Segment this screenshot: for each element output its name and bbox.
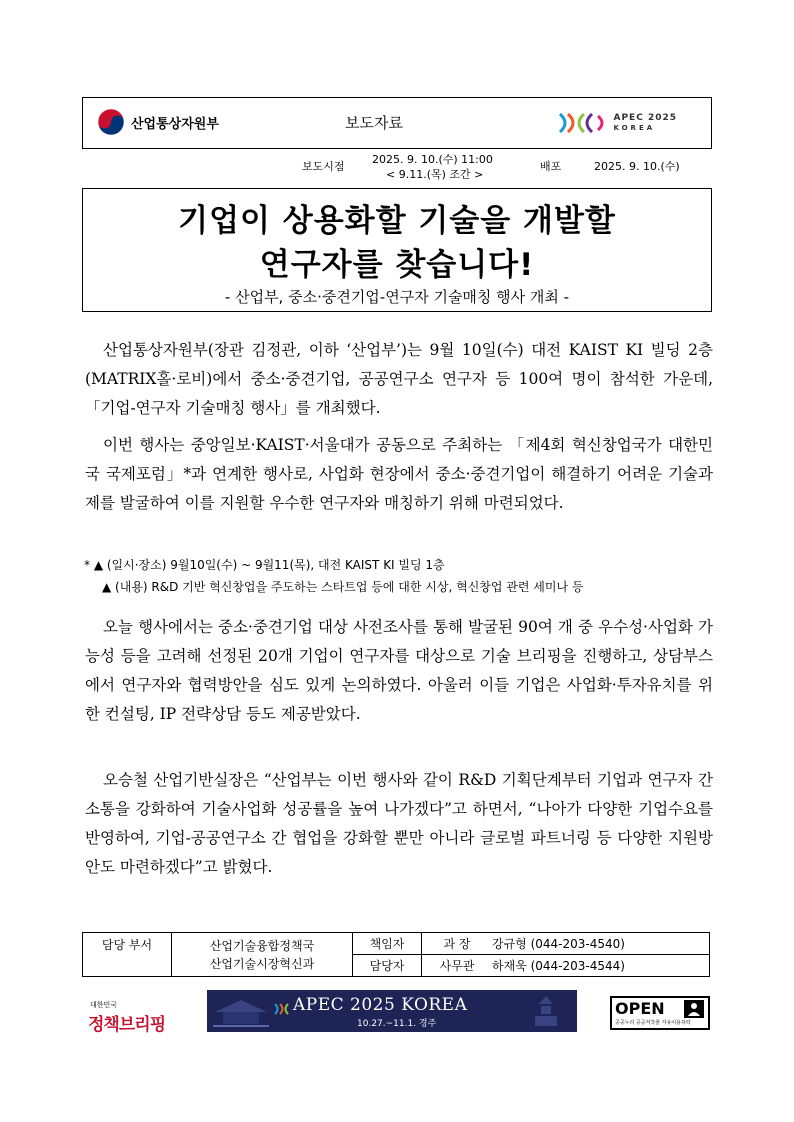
open-logo-text: OPEN: [615, 999, 665, 1018]
open-logo-caption: 공공누리 공공저작물 자유이용허락: [615, 1020, 691, 1026]
dept-cell: [172, 933, 353, 977]
dept-name-2: 산업기술시장혁신과: [209, 956, 315, 971]
briefing-logo-text: 정책브리핑: [88, 1015, 166, 1035]
pagoda-illustration-icon: [521, 994, 571, 1028]
release-time-label: 보도시점: [302, 160, 345, 173]
apec-logo-text: APEC 2025: [613, 113, 677, 123]
body-paragraph-3: 오늘 행사에서는 중소·중견기업 대상 사전조사를 통해 발굴된 90여 개 중 우수성·사업화 가능성 등을 고려해 선정된 20개 기업이 연구자를 대상으로 기술 브리핑을 진행하고, 상담부스에서 연구자와 협력방안을 심도 있게 논의하였다. 아울러 이들 기업은 사업화·투자유치를 위한 컨설팅, IP 전략상담 등도 제공받았다.: [85, 618, 713, 723]
policy-briefing-logo: [88, 1000, 165, 1035]
dept-name-1: 산업기술융합정책국: [209, 938, 315, 953]
hanok-illustration-icon: [213, 994, 269, 1028]
distribution-label: 배포: [540, 160, 562, 173]
dept-label-cell: 담당 부서: [83, 933, 172, 977]
ministry-name: 산업통상자원부: [131, 116, 219, 132]
doc-type-label: 보도자료: [345, 114, 403, 132]
body-paragraph-4: 오승철 산업기반실장은 “산업부는 이번 행사와 같이 R&D 기획단계부터 기업과 연구자 간 소통을 강화하여 기술사업화 성공률을 높여 나가겠다”고 하면서, “나아가 다양한 기업수요를 반영하여, 기업-공공연구소 간 협업을 강화할 뿐만 아니라 글로벌 파트너링 등 다양한 지원방안도 마련하겠다”고 밝혔다.: [85, 771, 713, 876]
person-cell-2: 하재욱 (044-203-4544): [492, 955, 710, 977]
apec-emblem-icon: [556, 110, 608, 136]
release-time-morning: < 9.11.(목) 조간 >: [386, 168, 484, 181]
distribution-value: 2025. 9. 10.(수): [594, 160, 680, 173]
apec-emblem-small-icon: [273, 1002, 291, 1016]
body-paragraph-1: 산업통상자원부(장관 김정관, 이하 ‘산업부’)는 9월 10일(수) 대전 KAIST KI 빌딩 2층(MATRIX홀·로비)에서 중소·중견기업, 공공연구소 연구자 등 100여 명이 참석한 가운데, 「기업-연구자 기술매칭 행사」를 개최했다.: [85, 341, 713, 417]
headline-line-2: 연구자를 찾습니다!: [259, 247, 535, 283]
apec-logo-subtext: KOREA: [613, 124, 656, 132]
press-header: [82, 97, 712, 149]
headline-line-1: 기업이 상용화할 기술을 개발할: [178, 203, 616, 239]
contact-table: [82, 932, 710, 977]
briefing-logo-small: 대한민국: [90, 1001, 118, 1009]
banner-dates: 10.27.~11.1. 경주: [357, 1019, 437, 1029]
person-cell-1: 강규형 (044-203-4540): [492, 933, 710, 955]
footnote-line-1: * ▲ (일시·장소) 9월10일(수) ~ 9월11(목), 대전 KAIST KI 빌딩 1층: [84, 558, 445, 572]
release-time-value: 2025. 9. 10.(수) 11:00: [372, 153, 493, 166]
rank-cell-1: 과 장: [422, 933, 493, 955]
apec-banner: [207, 990, 577, 1032]
body-paragraph-2: 이번 행사는 중앙일보·KAIST·서울대가 공동으로 주최하는 「제4회 혁신창업국가 대한민국 국제포럼」*과 연계한 행사로, 사업화 현장에서 중소·중견기업이 해결하기 어려운 기술과제를 발굴하여 이를 지원할 우수한 연구자와 매칭하기 위해 마련되었다.: [85, 436, 713, 512]
taegeuk-emblem-icon: [97, 108, 125, 136]
footnote-line-2: ▲ (내용) R&D 기반 혁신창업을 주도하는 스타트업 등에 대한 시상, 혁신창업 관련 세미나 등: [102, 580, 584, 594]
subheadline: - 산업부, 중소·중견기업-연구자 기술매칭 행사 개최 -: [224, 288, 570, 306]
headline-box: [82, 188, 712, 312]
attribution-person-icon: [684, 1000, 704, 1018]
role-cell-2: 담당자: [353, 955, 422, 977]
apec-logo: [556, 110, 678, 136]
role-cell-1: 책임자: [353, 933, 422, 955]
rank-cell-2: 사무관: [422, 955, 493, 977]
banner-title: APEC 2025 KOREA: [293, 995, 468, 1015]
ministry-brand: [97, 108, 219, 136]
kogl-open-license-logo: [610, 996, 710, 1030]
